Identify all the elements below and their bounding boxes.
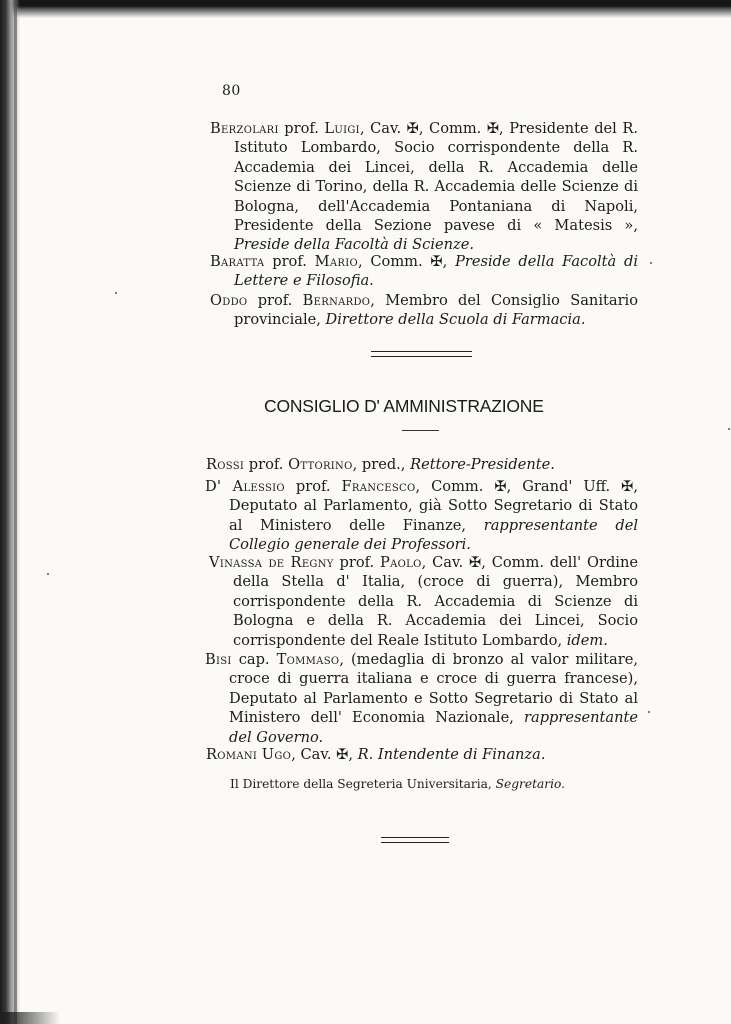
entry-role: rappresentante del Governo. [229, 709, 638, 746]
entry-surname: Romani [206, 746, 258, 763]
entry-oddo [210, 291, 638, 330]
secretary-line [230, 777, 565, 791]
entry-description: , Comm. ✠, [357, 253, 456, 270]
section-title: CONSIGLIO D' AMMINISTRAZIONE [264, 396, 544, 416]
entry-title: cap. [231, 651, 277, 668]
entry-dalessio [205, 477, 638, 555]
entry-description: , Comm. ✠, Grand' Uff. ✠, Deputato al Parlamento, già Sotto Segretario di Stato al Ministero delle Finanze, [229, 478, 638, 534]
entry-surname: D' Alessio [205, 478, 285, 495]
entry-description: , Cav. ✠, Comm. dell' Ordine della Stella d' Italia, (croce di guerra), Membro corrispondente della R. Accademia di Scienze di Bologna e della R. Accademia dei Lincei, Socio corrispondente del Reale Istituto Lombardo, [233, 554, 638, 649]
entry-surname: Bisi [205, 651, 232, 668]
scan-border-left [0, 0, 20, 1024]
scan-speck [47, 573, 49, 575]
scan-border-left-line [14, 0, 17, 1024]
entry-role: rappresentante del Collegio generale dei Professori. [229, 516, 639, 554]
scan-border-bottom [0, 1012, 60, 1024]
entry-firstname: Ottorino [288, 456, 353, 473]
entry-description: , Cav. ✠, [291, 746, 358, 763]
entry-description: , pred., [352, 456, 411, 473]
entry-title: prof. [244, 456, 289, 473]
entry-surname: Baratta [210, 253, 265, 270]
entry-title: prof. [278, 120, 325, 137]
entry-role: Preside della Facoltà di Lettere e Filosofia. [234, 253, 638, 290]
entry-description: , (medaglia di bronzo al valor militare, croce di guerra italiana e croce di guerra francese), Deputato al Parlamento e Sotto Segretario di Stato al Ministero dell' Economia Nazionale, [229, 651, 638, 727]
entry-vinassa [209, 553, 638, 650]
entry-title: prof. [333, 554, 381, 571]
entry-role: Rettore-Presidente. [410, 456, 555, 473]
entry-title: prof. [284, 478, 342, 495]
entry-firstname: Francesco [341, 478, 416, 495]
entry-romani [206, 745, 638, 764]
scan-speck [650, 262, 652, 264]
entry-firstname: Luigi [324, 120, 360, 137]
entry-surname: Vinassa de Regny [209, 554, 334, 571]
entry-bisi [205, 650, 638, 747]
entry-title: prof. [247, 292, 303, 309]
secretary-role: Segretario. [495, 777, 565, 791]
scan-speck [648, 711, 650, 713]
scan-speck [115, 292, 117, 294]
page-number: 80 [222, 83, 241, 99]
entry-baratta [210, 252, 638, 291]
entry-berzolari [210, 119, 638, 255]
entry-surname: Berzolari [210, 120, 279, 137]
entry-rossi [206, 455, 638, 474]
secretary-text: Il Direttore della Segreteria Universitaria, [230, 777, 496, 791]
section-divider-bottom [381, 837, 449, 843]
entry-firstname: Bernardo [302, 292, 371, 309]
entry-firstname: Mario [314, 253, 358, 270]
entry-role: Preside della Facoltà di Scienze. [234, 236, 475, 254]
entry-description: , Membro del Consiglio Sanitario provinciale, [234, 292, 638, 329]
entry-firstname: Paolo [380, 554, 422, 571]
entry-surname: Oddo [210, 292, 248, 309]
section-title-underline [402, 430, 439, 431]
entry-role: Direttore della Scuola di Farmacia. [325, 311, 586, 329]
scan-border-top [0, 0, 731, 18]
entry-description: , Cav. ✠, Comm. ✠, Presidente del R. Istituto Lombardo, Socio corrispondente della R. Accademia dei Lincei, della R. Accademia delle Scienze di Torino, della R. Accademia delle Scienze di Bologna, dell'Accademia Pontaniana di Napoli, Presidente della Sezione pavese di « Matesis », [234, 120, 638, 235]
entry-surname: Rossi [206, 456, 245, 473]
section-divider-top [371, 351, 472, 357]
entry-role: R. Intendente di Finanza. [357, 746, 546, 763]
entry-firstname: Ugo [261, 746, 292, 763]
entry-firstname: Tommaso [276, 651, 340, 668]
entry-title: prof. [264, 253, 315, 270]
scan-speck [728, 428, 730, 430]
entry-role: idem. [566, 631, 608, 649]
